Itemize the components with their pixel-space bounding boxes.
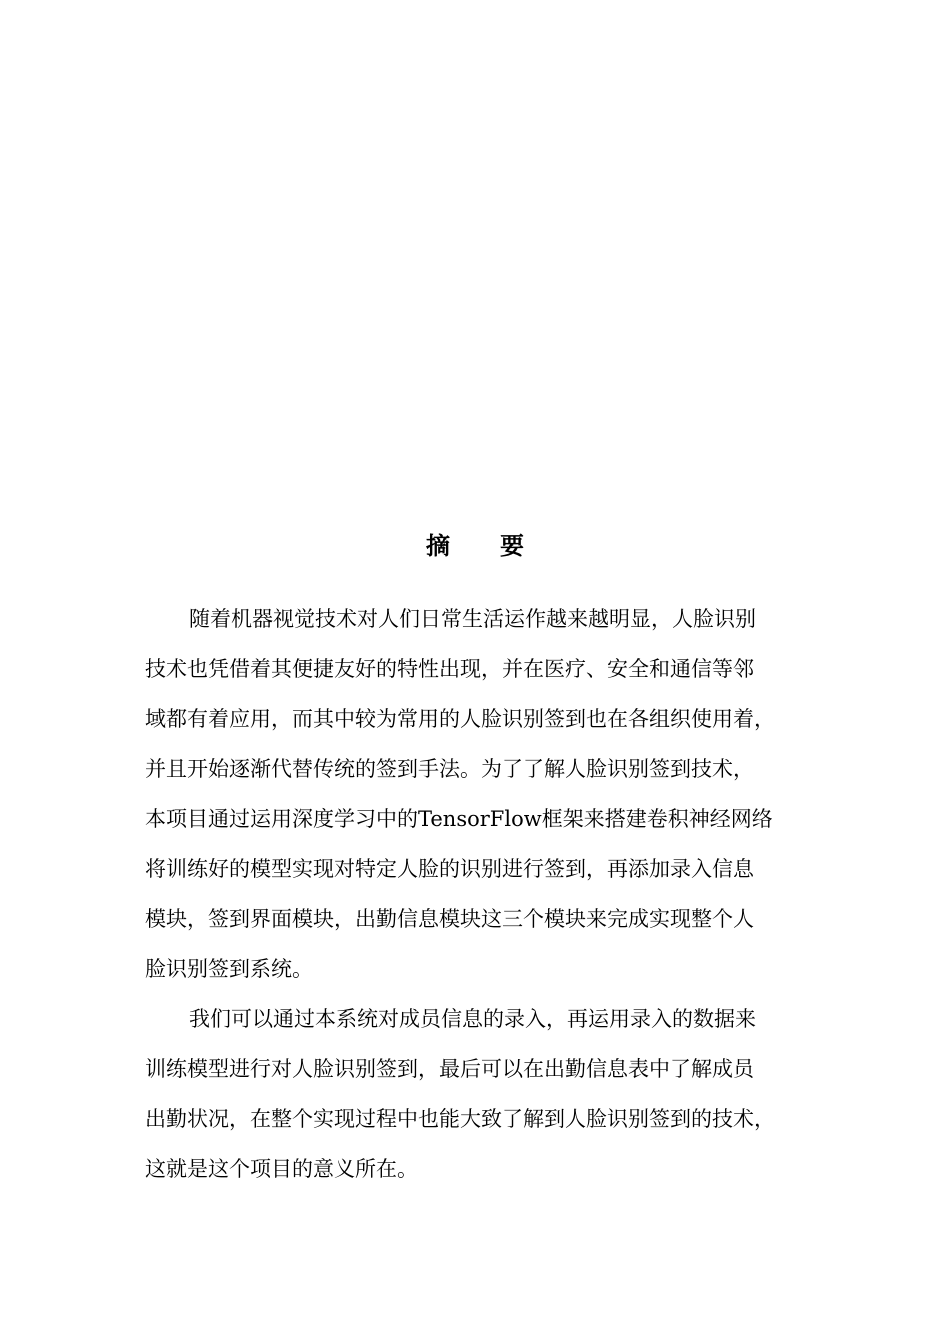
paragraph-line: 将训练好的模型实现对特定人脸的识别进行签到，再添加录入信息 xyxy=(145,857,754,881)
paragraph-line: 并且开始逐渐代替传统的签到手法。为了了解人脸识别签到技术， xyxy=(145,757,754,781)
abstract-title-char: 摘 xyxy=(426,532,450,560)
abstract-paragraph xyxy=(145,599,805,999)
paragraph-line: 域都有着应用，而其中较为常用的人脸识别签到也在各组织使用着， xyxy=(145,707,775,731)
paragraph-line: 出勤状况，在整个实现过程中也能大致了解到人脸识别签到的技术， xyxy=(145,1107,775,1131)
paragraph-line: 我们可以通过本系统对成员信息的录入，再运用录入的数据来 xyxy=(189,1007,756,1031)
paragraph-line: 训练模型进行对人脸识别签到，最后可以在出勤信息表中了解成员 xyxy=(145,1057,754,1081)
abstract-body xyxy=(145,599,805,1199)
paragraph-line: 这就是这个项目的意义所在。 xyxy=(145,1157,418,1181)
paragraph-line: 模块，签到界面模块，出勤信息模块这三个模块来完成实现整个人 xyxy=(145,907,754,931)
paragraph-line: 脸识别签到系统。 xyxy=(145,957,313,981)
paragraph-line: 随着机器视觉技术对人们日常生活运作越来越明显，人脸识别 xyxy=(189,607,756,631)
abstract-title-char: 要 xyxy=(500,532,524,560)
paragraph-line: 技术也凭借着其便捷友好的特性出现，并在医疗、安全和通信等邻 xyxy=(145,657,754,681)
paragraph-line: 本项目通过运用深度学习中的TensorFlow框架来搭建卷积神经网络 xyxy=(145,807,773,831)
abstract-paragraph xyxy=(145,999,805,1199)
abstract-title xyxy=(0,528,950,564)
